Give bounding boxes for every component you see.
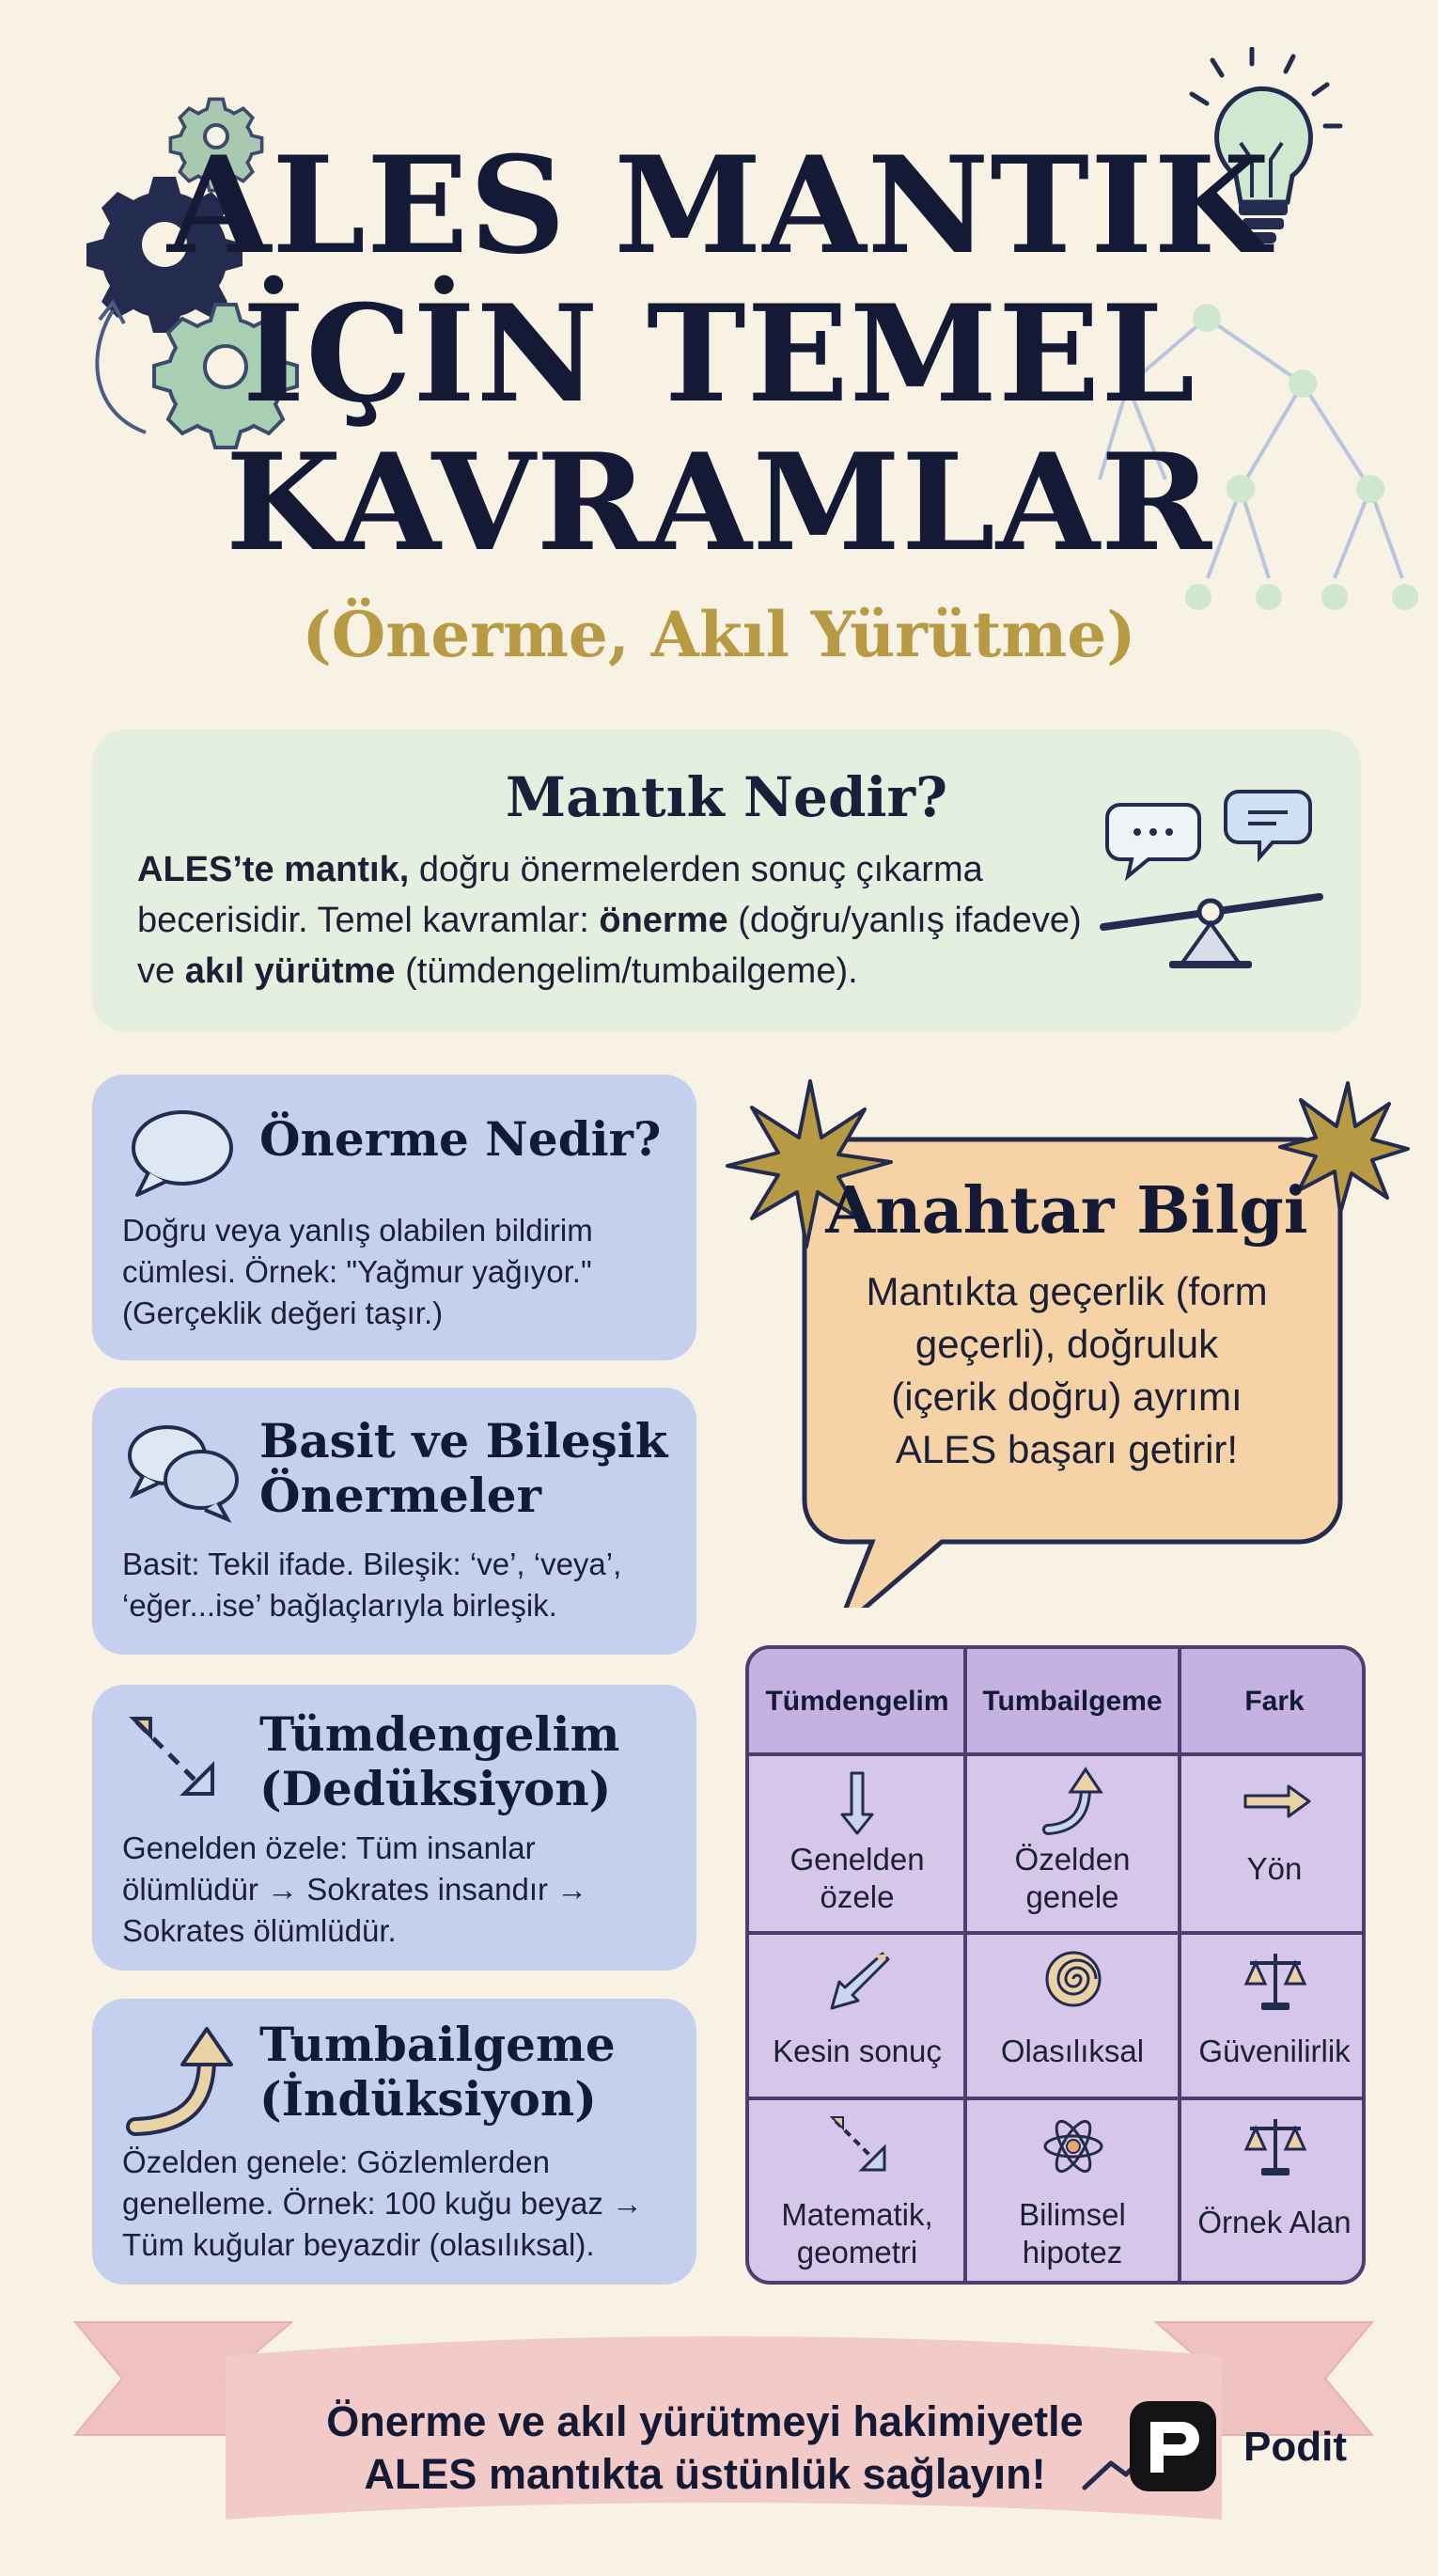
cell-text: Örnek Alan [1197, 2205, 1352, 2239]
cell-text: Güvenilirlik [1198, 2034, 1351, 2068]
mantik-text [137, 844, 1096, 997]
comparison-table [745, 1645, 1366, 2285]
page-subtitle: (Önerme, Akıl Yürütme) [302, 598, 1136, 671]
table-header-fark: Fark [1180, 1649, 1366, 1754]
basit-bilesik-heading [259, 1414, 667, 1523]
cell-text: Kesin sonuç [773, 2034, 942, 2068]
tumdengelim-heading [259, 1707, 619, 1816]
footer-line: ALES mantıkta üstünlük sağlayın! [364, 2450, 1046, 2498]
key-info-line: Mantıkta geçerlik (form [866, 1269, 1268, 1313]
heading-line: Basit ve Bileşik [259, 1413, 668, 1469]
heading-line: Önermeler [259, 1468, 541, 1523]
mantik-text-bold: önerme [599, 901, 728, 940]
arrow-curved-up-icon [126, 2021, 239, 2144]
cell-text: Bilimsel hipotez [1019, 2197, 1126, 2270]
tumdengelim-card [92, 1685, 696, 1971]
speech-bubble-icon [1107, 805, 1199, 876]
cell-text: Genelden özele [789, 1842, 925, 1914]
heading-line: (Dedüksiyon) [259, 1761, 612, 1816]
spiral-icon [1042, 1948, 1104, 2010]
key-info-line: geçerli), doğruluk [914, 1322, 1219, 1366]
arrow-down-icon [838, 1769, 876, 1837]
page-title [0, 128, 1438, 581]
speech-bubble-icon [122, 1420, 244, 1523]
heading-line: (İndüksiyon) [259, 2071, 597, 2127]
footer-text [282, 2395, 1128, 2501]
balance-scale-icon [1088, 786, 1333, 974]
key-info-line: (içerik doğru) ayrımı [891, 1374, 1243, 1419]
tumbailgeme-body: Özelden genele: Gözlemlerden genelleme. Örnek: 100 kuğu beyaz → Tüm kuğular beyazdir (olasılıksal). [122, 2144, 643, 2262]
tumdengelim-body: Genelden özele: Tüm insanlar ölümlüdür → Sokrates insandır → Sokrates ölümlüdür. [122, 1830, 588, 1948]
arrow-curved-up-icon [1042, 1766, 1108, 1837]
tumbailgeme-card [92, 1999, 696, 2285]
basit-bilesik-card [92, 1388, 696, 1655]
heading-line: Tümdengelim [259, 1706, 620, 1762]
onerme-card [92, 1075, 696, 1360]
podit-logo-icon [1081, 2397, 1222, 2501]
cell-text: Olasılıksal [1000, 2034, 1145, 2068]
mantik-card [92, 730, 1361, 1032]
table-header-tumdengelim: Tümdengelim [749, 1649, 965, 1754]
mantik-text-bold: akıl yürütme [184, 951, 396, 991]
cell-text: Özelden genele [1014, 1842, 1131, 1914]
basit-bilesik-body: Basit: Tekil ifade. Bileşik: ‘ve’, ‘veya’, ‘eğer...ise’ bağlaçlarıyla birleşik. [122, 1547, 622, 1623]
footer-line: Önerme ve akıl yürütmeyi hakimiyetle [326, 2397, 1084, 2445]
title-line: İÇİN TEMEL [242, 276, 1196, 432]
key-info-line: ALES başarı getirir! [895, 1427, 1239, 1471]
brand-name[interactable]: Podit [1243, 2424, 1347, 2470]
mantik-text-part: doğru önermelerden sonuç çıkarma becerisidir. Temel kavramlar: [137, 850, 983, 940]
scales-icon [1243, 2113, 1308, 2179]
mantik-text-part: (doğru/yanlış ifadeve) ve [137, 901, 1082, 991]
table-header-tumbailgeme: Tumbailgeme [965, 1649, 1180, 1754]
atom-icon [1040, 2113, 1106, 2179]
key-info-title: Anahtar Bilgi [825, 1173, 1308, 1249]
key-info-text [808, 1265, 1325, 1476]
cell-text: Matematik, geometri [781, 2197, 933, 2270]
arrow-diagonal-icon [828, 2113, 894, 2179]
table-cell [1180, 1754, 1366, 1933]
arrow-diagonal-icon [826, 1948, 892, 2014]
title-line: ALES MANTIK [167, 128, 1271, 284]
onerme-heading: Önerme Nedir? [259, 1111, 662, 1167]
mantik-text-bold: ALES’te mantık, [137, 850, 410, 889]
scales-icon [1243, 1948, 1308, 2014]
arrow-right-icon [1242, 1783, 1313, 1820]
heading-line: Tumbailgeme [259, 2017, 616, 2072]
mantik-heading: Mantık Nedir? [505, 765, 948, 829]
title-line: KAVRAMLAR [225, 425, 1213, 581]
arrow-diagonal-icon [128, 1709, 231, 1813]
mantik-text-part: (tümdengelim/tumbailgeme). [395, 951, 858, 991]
speech-bubble-icon [128, 1107, 235, 1201]
tumbailgeme-heading [259, 2018, 616, 2127]
onerme-body: Doğru veya yanlış olabilen bildirim cümlesi. Örnek: "Yağmur yağıyor." (Gerçeklik değeri taşır.) [122, 1213, 593, 1330]
cell-text: Yön [1246, 1851, 1303, 1886]
